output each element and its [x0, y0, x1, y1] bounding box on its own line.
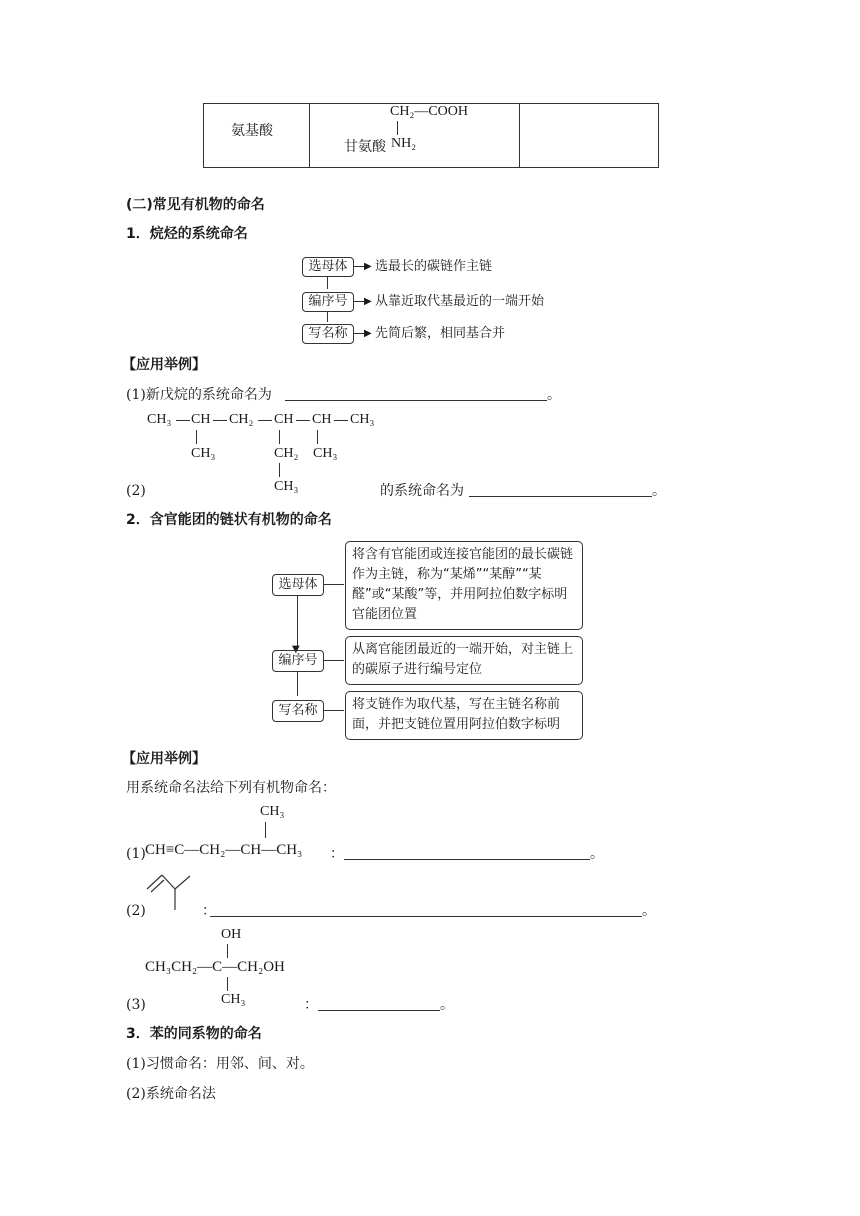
- alkane-question-2-text: 的系统命名为: [380, 483, 464, 499]
- connector-line: [324, 710, 344, 711]
- end-mark: 。: [440, 997, 454, 1013]
- arrow-head: ▶: [364, 261, 372, 272]
- end-mark: 。: [642, 903, 656, 919]
- chain-c5: CH: [312, 412, 332, 427]
- alkane-question-2-end: 。: [652, 483, 666, 499]
- table-divider: [519, 104, 520, 167]
- alkane-question-2-label: (2): [126, 483, 146, 499]
- bond: [196, 430, 197, 444]
- alkane-step-desc-3: 先简后繁，相同基合并: [375, 326, 506, 341]
- colon: ：: [202, 903, 216, 919]
- benzene-item-2: (2)系统命名法: [126, 1086, 216, 1102]
- table-row-label: 氨基酸: [231, 123, 273, 139]
- bond: [227, 944, 228, 958]
- arrow-head: ▶: [364, 328, 372, 339]
- bond: [296, 420, 310, 421]
- chain-c2: CH: [191, 412, 211, 427]
- alkane-step-box-2: 编序号: [302, 292, 354, 312]
- bond: [279, 463, 280, 477]
- arrow-head: ▶: [364, 296, 372, 307]
- glycine-formula-bottom: NH₂: [391, 136, 417, 151]
- alkane-question-1-end: 。: [547, 387, 561, 403]
- alcohol-bottom: CH₃: [221, 992, 246, 1007]
- flow-down-line: [327, 277, 328, 289]
- benzene-item-1: (1)习惯命名：用邻、间、对。: [126, 1056, 314, 1072]
- alkane-step-box-1: 选母体: [302, 257, 354, 277]
- bond: [279, 430, 280, 444]
- example-heading: 【应用举例】: [122, 751, 206, 767]
- chain-c6: CH₃: [350, 412, 375, 427]
- alcohol-formula: CH₃CH₂—C—CH₂OH: [145, 959, 285, 975]
- functional-question-1-label: (1): [126, 846, 146, 862]
- glycine-bond: [397, 121, 398, 135]
- branch-2a: CH₂: [274, 446, 299, 461]
- bond: [176, 420, 190, 421]
- alkane-heading: 1．烷烃的系统命名: [126, 226, 248, 242]
- alkane-step-box-3: 写名称: [302, 324, 354, 344]
- functional-step-desc-1: 将含有官能团或连接官能团的最长碳链作为主链，称为“某烯”“某醇”“某醛”或“某酸”等，并用阿拉伯数字标明官能团位置: [345, 541, 583, 630]
- alkane-question-1: (1)新戊烷的系统命名为: [126, 387, 272, 403]
- bond: [213, 420, 227, 421]
- example-heading: 【应用举例】: [122, 357, 206, 373]
- bond: [265, 822, 266, 838]
- flow-arrow-head: ▼: [292, 644, 300, 655]
- section-title: (二)常见有机物的命名: [126, 197, 265, 213]
- bond: [258, 420, 272, 421]
- chain-c4: CH: [274, 412, 294, 427]
- answer-blank[interactable]: [469, 496, 652, 497]
- chain-c3: CH₂: [229, 412, 254, 427]
- colon: ：: [304, 997, 318, 1013]
- branch-3: CH₃: [313, 446, 338, 461]
- connector-line: [324, 660, 344, 661]
- chain-c1: CH₃: [147, 412, 172, 427]
- skeletal-structure: [143, 870, 195, 916]
- answer-blank[interactable]: [318, 1010, 440, 1011]
- alkane-step-desc-1: 选最长的碳链作主链: [375, 259, 493, 274]
- functional-step-desc-2: 从离官能团最近的一端开始，对主链上的碳原子进行编号定位: [345, 636, 583, 685]
- table-example-name: 甘氨酸: [344, 139, 386, 155]
- functional-question-3-label: (3): [126, 997, 146, 1013]
- functional-step-box-2: 编序号: [272, 650, 324, 672]
- functional-step-desc-3: 将支链作为取代基，写在主链名称前面，并把支链位置用阿拉伯数字标明: [345, 691, 583, 740]
- alkyne-branch: CH₃: [260, 804, 285, 819]
- branch-1: CH₃: [191, 446, 216, 461]
- alkyne-formula: CH≡C—CH₂—CH—CH₃: [145, 842, 303, 858]
- flow-down-line: [297, 672, 298, 696]
- bond: [317, 430, 318, 444]
- colon: ：: [330, 846, 344, 862]
- answer-blank[interactable]: [285, 400, 547, 401]
- alkane-step-desc-2: 从靠近取代基最近的一端开始: [375, 294, 545, 309]
- benzene-heading: 3．苯的同系物的命名: [126, 1026, 262, 1042]
- alcohol-top: OH: [221, 927, 242, 942]
- end-mark: 。: [590, 846, 604, 862]
- bond: [334, 420, 348, 421]
- functional-instruction: 用系统命名法给下列有机物命名：: [126, 780, 336, 796]
- bond: [227, 977, 228, 991]
- connector-line: [324, 584, 344, 585]
- functional-heading: 2．含官能团的链状有机物的命名: [126, 512, 332, 528]
- functional-question-2-label: (2): [126, 903, 146, 919]
- branch-2b: CH₃: [274, 479, 299, 494]
- answer-blank[interactable]: [344, 859, 590, 860]
- answer-blank[interactable]: [210, 916, 642, 917]
- flow-down-line: [327, 312, 328, 322]
- glycine-formula-top: CH₂—COOH: [390, 104, 468, 119]
- table-divider: [309, 104, 310, 167]
- functional-step-box-1: 选母体: [272, 574, 324, 596]
- functional-step-box-3: 写名称: [272, 700, 324, 722]
